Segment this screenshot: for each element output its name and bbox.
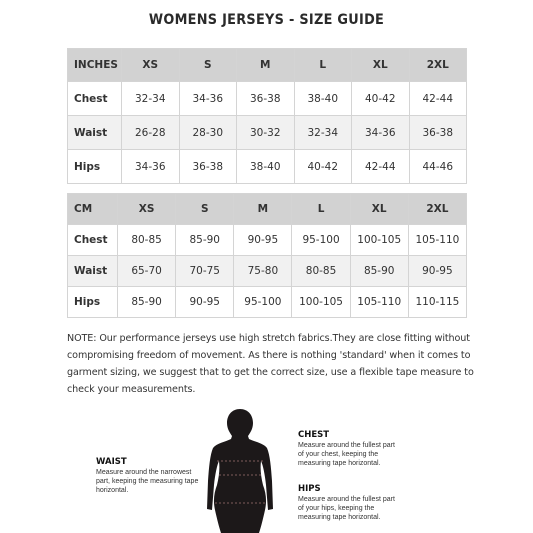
table-row [68, 256, 467, 287]
table-cell: 34-36 [352, 116, 410, 150]
table-cell: 36-38 [409, 116, 467, 150]
body-silhouette-icon [195, 405, 285, 533]
table-cell: 95-100 [234, 287, 292, 318]
table-cell: 38-40 [294, 82, 352, 116]
table-cell: 80-85 [118, 225, 176, 256]
table-cell: 32-34 [122, 82, 180, 116]
table-cell: 85-90 [176, 225, 234, 256]
table-row [68, 116, 467, 150]
table-cell: 42-44 [409, 82, 467, 116]
waist-label: WAIST [96, 457, 127, 467]
table-cell: 85-90 [118, 287, 176, 318]
header-cell: 2XL [408, 194, 466, 225]
header-cell: L [292, 194, 350, 225]
header-cell: L [294, 49, 352, 82]
table-cell: 110-115 [408, 287, 466, 318]
table-cell: 90-95 [234, 225, 292, 256]
table-cell: 38-40 [237, 150, 295, 184]
table-header-row [68, 194, 467, 225]
header-cell: INCHES [68, 49, 122, 82]
table-cell: 90-95 [176, 287, 234, 318]
header-cell: S [179, 49, 237, 82]
header-cell: XS [122, 49, 180, 82]
table-cell: 105-110 [408, 225, 466, 256]
table-row [68, 287, 467, 318]
table-cell: 28-30 [179, 116, 237, 150]
table-row [68, 82, 467, 116]
table-cell: Waist [68, 116, 122, 150]
header-cell: M [234, 194, 292, 225]
table-cell: 80-85 [292, 256, 350, 287]
table-cell: 26-28 [122, 116, 180, 150]
table-cell: 95-100 [292, 225, 350, 256]
table-cell: 40-42 [352, 82, 410, 116]
header-cell: S [176, 194, 234, 225]
header-cell: XS [118, 194, 176, 225]
table-header-row [68, 49, 467, 82]
chest-description: Measure around the fullest part of your chest, keeping the measuring tape horizontal. [298, 442, 395, 467]
table-cell: 36-38 [237, 82, 295, 116]
table-cell: Chest [68, 82, 122, 116]
table-cell: Hips [68, 287, 118, 318]
cm-size-table [67, 193, 467, 318]
table-cell: Hips [68, 150, 122, 184]
header-cell: XL [352, 49, 410, 82]
table-cell: Waist [68, 256, 118, 287]
table-cell: 85-90 [350, 256, 408, 287]
hips-label: HIPS [298, 484, 321, 494]
table-cell: 105-110 [350, 287, 408, 318]
table-cell: 34-36 [122, 150, 180, 184]
table-cell: 100-105 [292, 287, 350, 318]
page-title: WOMENS JERSEYS - SIZE GUIDE [148, 12, 385, 28]
table-cell: 75-80 [234, 256, 292, 287]
table-row [68, 150, 467, 184]
table-cell: 100-105 [350, 225, 408, 256]
header-cell: M [237, 49, 295, 82]
table-cell: 65-70 [118, 256, 176, 287]
table-cell: 30-32 [237, 116, 295, 150]
table-cell: 36-38 [179, 150, 237, 184]
table-row [68, 225, 467, 256]
table-cell: 42-44 [352, 150, 410, 184]
waist-description: Measure around the narrowest part, keeping the measuring tape horizontal. [96, 469, 199, 494]
sizing-note: NOTE: Our performance jerseys use high stretch fabrics.They are close fitting without compromising freedom of movement. As there is nothing 'standard' when it comes to garment sizing, we suggest that to get the correct size, use a flexible tape measure to check your measurements. [67, 333, 474, 395]
header-cell: 2XL [409, 49, 467, 82]
header-cell: CM [68, 194, 118, 225]
table-cell: 70-75 [176, 256, 234, 287]
table-cell: 40-42 [294, 150, 352, 184]
chest-label: CHEST [298, 430, 330, 440]
inches-size-table [67, 48, 467, 184]
hips-description: Measure around the fullest part of your hips, keeping the measuring tape horizontal. [298, 496, 395, 521]
table-cell: 32-34 [294, 116, 352, 150]
table-cell: 34-36 [179, 82, 237, 116]
table-cell: 90-95 [408, 256, 466, 287]
header-cell: XL [350, 194, 408, 225]
table-cell: 44-46 [409, 150, 467, 184]
table-cell: Chest [68, 225, 118, 256]
